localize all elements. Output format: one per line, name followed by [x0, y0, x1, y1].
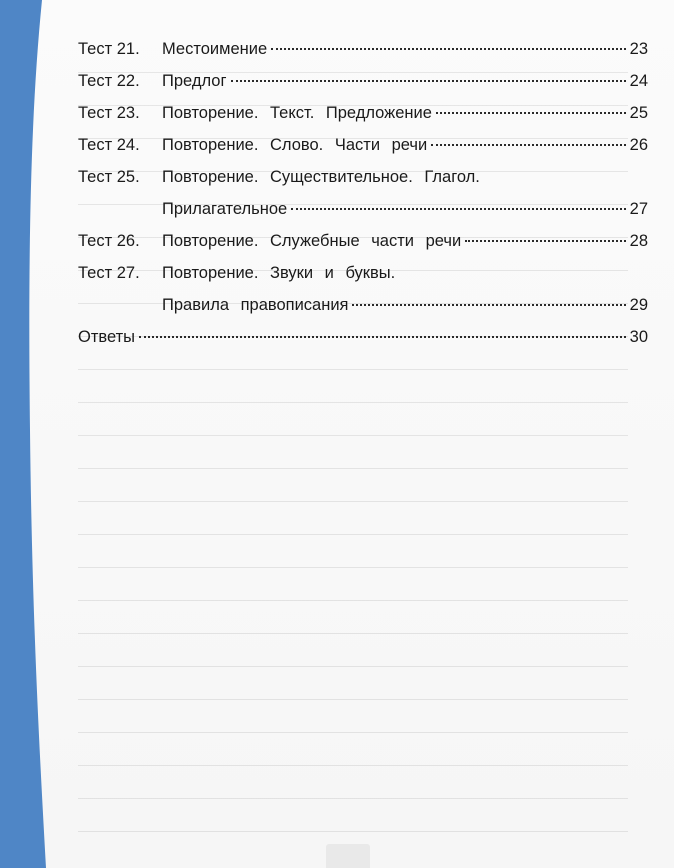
toc-page-number: 24 [629, 72, 648, 90]
toc-entry-21[interactable] [78, 40, 648, 72]
blue-spine-decoration [0, 0, 48, 868]
toc-title: Повторение. Слово. Части речи [162, 136, 428, 154]
toc-title: Повторение. Звуки и буквы. [162, 264, 396, 282]
toc-entry-27[interactable] [78, 264, 648, 296]
toc-title-continuation: Правила правописания [162, 296, 349, 314]
toc-title: Повторение. Существительное. Глагол. [162, 168, 480, 186]
toc-number: Тест 24. [78, 136, 140, 154]
toc-entry-27-continuation[interactable] [78, 296, 648, 328]
toc-page-number: 29 [629, 296, 648, 314]
toc-entry-24[interactable] [78, 136, 648, 168]
toc-number: Тест 22. [78, 72, 140, 90]
dot-leader [431, 144, 625, 146]
toc-title: Повторение. Служебные части речи [162, 232, 462, 250]
table-of-contents [78, 40, 648, 360]
dot-leader [465, 240, 625, 242]
toc-entry-25[interactable] [78, 168, 648, 200]
toc-entry-22[interactable] [78, 72, 648, 104]
dot-leader [291, 208, 625, 210]
toc-page-number: 23 [629, 40, 648, 58]
toc-page-number: 25 [629, 104, 648, 122]
toc-title: Ответы [78, 328, 136, 346]
dot-leader [352, 304, 625, 306]
dot-leader [271, 48, 625, 50]
toc-title: Повторение. Текст. Предложение [162, 104, 432, 122]
toc-number: Тест 21. [78, 40, 140, 58]
toc-number: Тест 25. [78, 168, 140, 186]
toc-number: Тест 27. [78, 264, 140, 282]
toc-page-number: 30 [629, 328, 648, 346]
toc-entry-23[interactable] [78, 104, 648, 136]
page-bottom-tab [326, 844, 370, 868]
dot-leader [139, 336, 626, 338]
toc-entry-answers[interactable] [78, 328, 648, 360]
toc-number: Тест 23. [78, 104, 140, 122]
dot-leader [436, 112, 626, 114]
toc-title-continuation: Прилагательное [162, 200, 288, 218]
toc-title: Предлог [162, 72, 227, 90]
toc-title: Местоимение [162, 40, 268, 58]
toc-entry-26[interactable] [78, 232, 648, 264]
toc-number: Тест 26. [78, 232, 140, 250]
dot-leader [231, 80, 626, 82]
toc-page-number: 27 [629, 200, 648, 218]
toc-page-number: 28 [629, 232, 648, 250]
toc-entry-25-continuation[interactable] [78, 200, 648, 232]
toc-page-number: 26 [629, 136, 648, 154]
